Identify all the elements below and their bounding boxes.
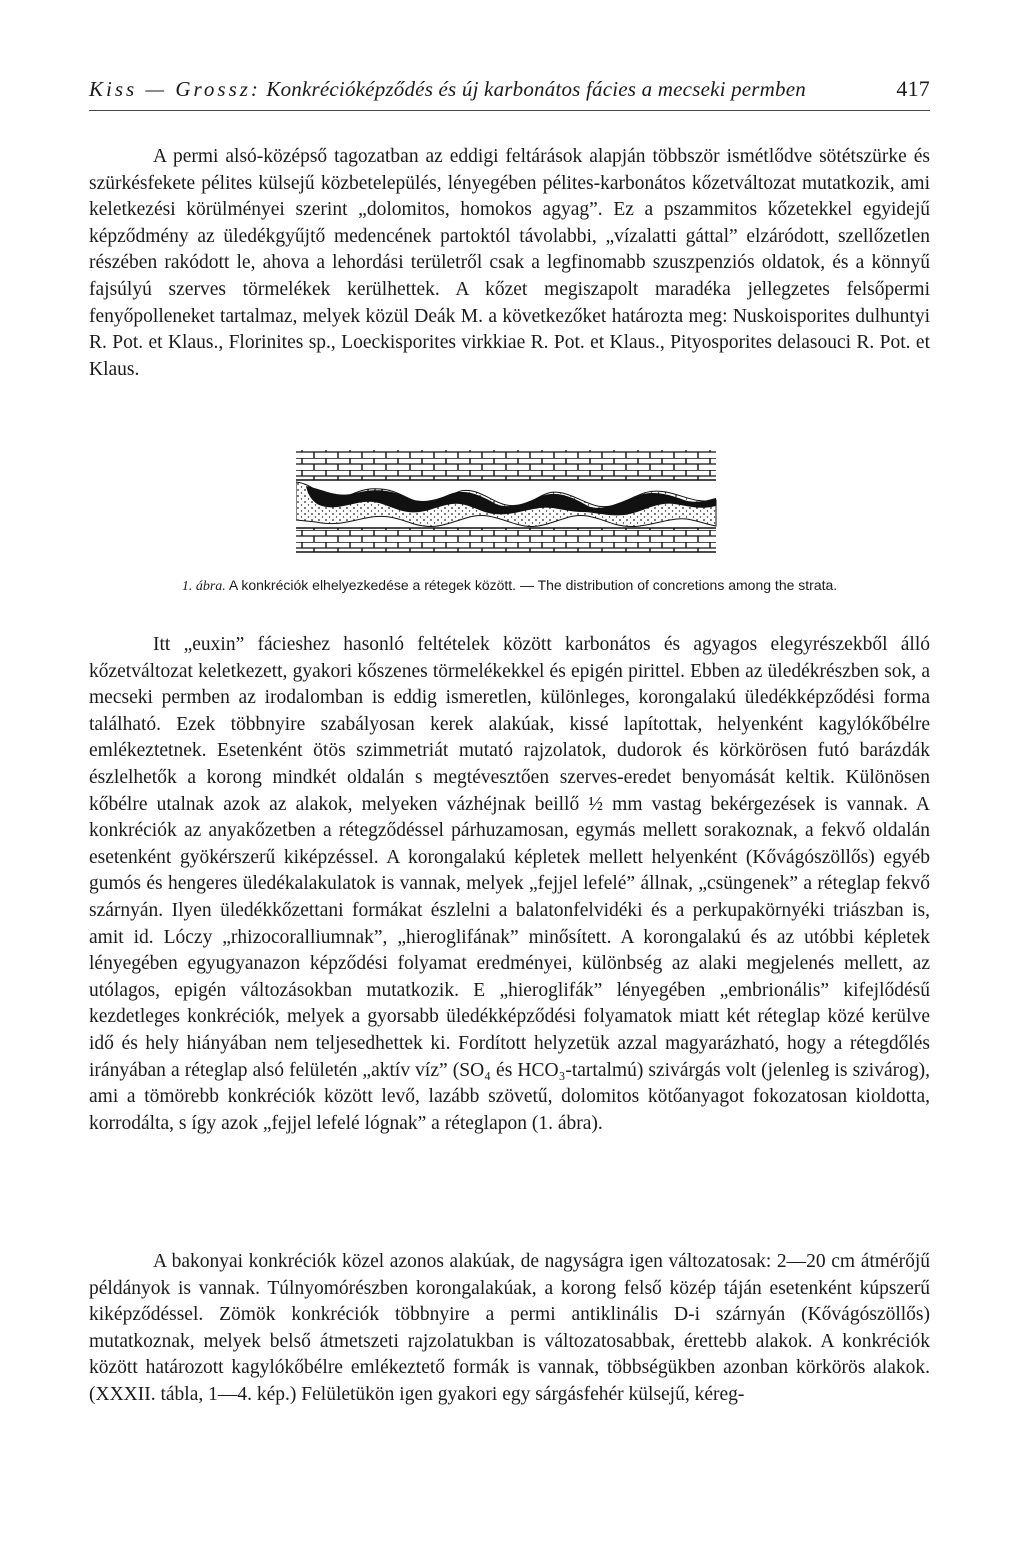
header-rule — [89, 110, 930, 111]
paragraph-1 — [89, 144, 930, 383]
figure-caption-number: 1. ábra. — [181, 579, 226, 594]
upper-strata — [296, 450, 716, 480]
header-title: Konkrécióképződés és új karbonátos fácies a mecseki permben — [266, 77, 806, 101]
lower-strata — [296, 528, 716, 552]
figure-caption — [89, 577, 930, 595]
paragraph-1-text: A permi alsó-középső tagozatban az eddigi feltárások alapján többször ismétlődve sötétszürke és szürkésfekete pélites külsejű közbetelepülés, lényegében pélites-karbonátos kőzetváltozat mutatkozik, ami keletkezési körülményei szerint „dolomitos, homokos agyag”. Ez a pszammitos kőzetekkel egyidejű képződmény az üledékgyűjtő medencének partoktól távolabbi, „vízalatti gáttal” elzáródott, szellőzetlen részében rakódott le, ahova a lehordási területről csak a legfinomabb szuszpenziós oldatok, és a könnyű fajsúlyú szerves törmelékek kerülhettek. A kőzet megiszapolt maradéka jellegzetes felsőpermi fenyőpolleneket tartalmaz, melyek közül Deák M. a következőket határozta meg: Nuskoisporites dulhuntyi R. Pot. et Klaus., Florinites sp., Loeckisporites virkkiae R. Pot. et Klaus., Pityosporites delasouci R. Pot. et Klaus. — [89, 146, 930, 380]
figure-caption-text: A konkréciók elhelyezkedése a rétegek között. — The distribution of concretions among the strata. — [228, 577, 838, 593]
paragraph-2 — [89, 632, 930, 1137]
page-number: 417 — [896, 76, 930, 101]
running-header — [89, 76, 930, 102]
paragraph-3-text: A bakonyai konkréciók közel azonos alakúak, de nagyságra igen változatosak: 2—20 cm átmérőjű példányok is vannak. Túlnyomórészben korongalakúak, a korong felső közép táján esetenként kúpszerű kiképződéssel. Zömök konkréciók többnyire a permi antiklinális D-i szárnyán (Kővágószöllős) mutatkoznak, melyek belső átmetszeti rajzolatukban is változatosabbak, érettebb alakok. A konkréciók között határozott kagylókőbélre emlékeztető formák is vannak, többségükben azonban körkörös alakok. (XXXII. tábla, 1—4. kép.) Felületükön igen gyakori egy sárgásfehér külsejű, kéreg- — [89, 1251, 930, 1405]
paragraph-2-text: Itt „euxin” fácieshez hasonló feltételek között karbonátos és agyagos elegyrészekből álló kőzetváltozat keletkezett, gyakori kőszenes törmelékekkel és epigén pirittel. Ebben az üledékrészben sok, a mecseki permben az irodalomban is eddig ismeretlen, különleges, korongalakú üledékképződési forma található. Ezek többnyire szabályosan kerek alakúak, kissé lapítottak, helyenként kagylókőbélre emlékeztetnek. Esetenként ötös szimmetriát mutató rajzolatok, dudorok és körkörösen futó barázdák észlelhetők a korong mindkét oldalán s megtévesztően szerves-eredet benyomását keltik. Különösen kőbélre utalnak azok az alakok, melyeken vázhéjnak beillő ½ mm vastag bekérgezések is vannak. A konkréciók az anyakőzetben a rétegződéssel párhuzamosan, egymás mellett sorakoznak, a fekvő oldalán esetenként gyökérszerű kiképzéssel. A korongalakú képletek mellett helyenként (Kővágószöllős) egyéb gumós és hengeres üledékalakulatok is vannak, melyek „fejjel lefelé” állnak, „csüngenek” a réteglap fekvő szárnyán. Ilyen üledékkőzettani formákat észlelni a balatonfelvidéki és a perkupakörnyéki triászban is, amit id. Lóczy „rhizocoralliumnak”, „hieroglifának” minősített. A korongalakú és az utóbbi képletek lényegében egyugyanazon képződési folyamat eredményei, különbség az alaki megjelenés mellett, az utólagos, epigén változásokban mutatkozik. E „hieroglifák” lényegében „embrionális” kifejlődésű kezdetleges konkréciók, melyek a gyorsabb üledékképződési folyamatok miatt két réteglap közé kerülve idő és hely hiányában nem teljesedhettek ki. Fordított helyzetük azzal magyarázható, hogy a rétegdőlés irányában a réteglap alsó felületén „aktív víz” (SO₄ és HCO₃-tartalmú) szivárgás volt (jelenleg is szivárog), ami a tömörebb konkréciók között levő, lazább szövetű, dolomitos kötőanyagot fokozatosan kioldotta, korrodálta, s így azok „fejjel lefelé lógnak” a réteglapon (1. ábra). — [89, 634, 930, 1134]
header-text — [89, 77, 806, 102]
strata-figure — [296, 446, 728, 564]
header-authors: Kiss — Grossz: — [89, 77, 261, 101]
paragraph-3 — [89, 1249, 930, 1409]
